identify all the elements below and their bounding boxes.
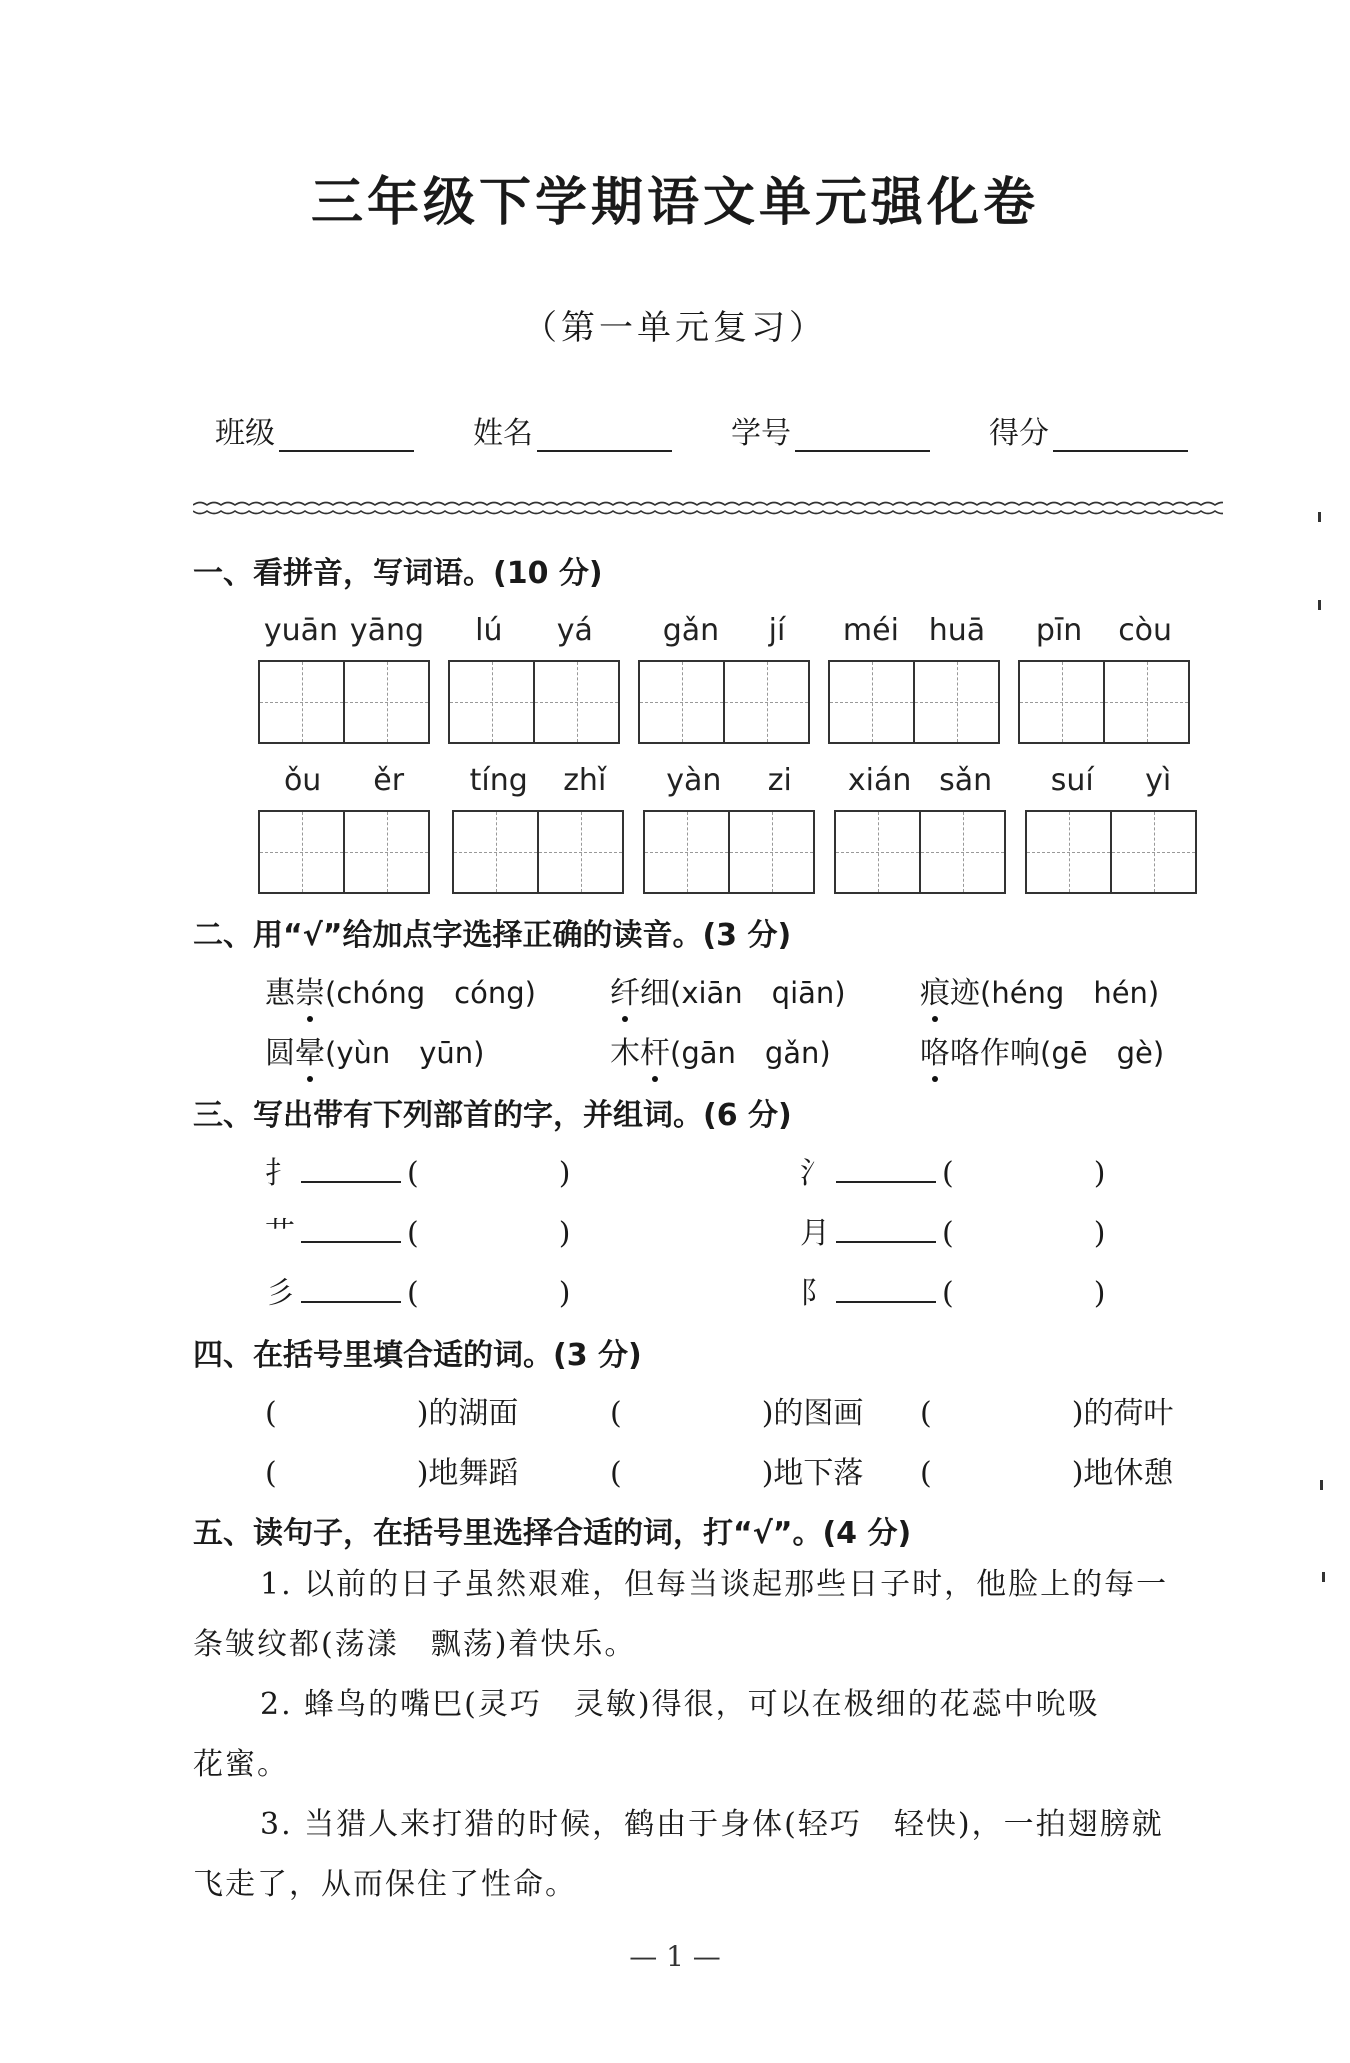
pinyin-word-4: méi huā	[828, 610, 1000, 744]
pinyin-word-5: pīn còu	[1018, 610, 1190, 744]
scan-mark	[1318, 600, 1321, 610]
radical-blank[interactable]	[836, 1273, 936, 1303]
section-5-title: 五、读句子，在括号里选择合适的词，打“√”。(4 分)	[193, 1516, 912, 1551]
student-info-row	[215, 408, 1215, 458]
radical-blank[interactable]	[301, 1213, 401, 1243]
sentence-1-line-2[interactable]: 条皱纹都(荡漾 飘荡)着快乐。	[193, 1627, 637, 1662]
class-blank[interactable]	[279, 416, 414, 452]
fill-item-6[interactable]: ( )地休憩	[920, 1456, 1174, 1491]
section-4-title: 四、在括号里填合适的词。(3 分)	[193, 1338, 642, 1373]
wavy-divider	[193, 500, 1223, 516]
sentence-3-line-1[interactable]: 3. 当猎人来打猎的时候，鹤由于身体(轻巧 轻快)，一拍翅膀就	[260, 1807, 1164, 1842]
pinyin-word-6: ǒu ěr	[258, 760, 430, 894]
scan-mark	[1322, 1572, 1325, 1582]
page-subtitle: （第一单元复习）	[523, 308, 827, 348]
info-number[interactable]: 学号	[731, 408, 930, 452]
radical-blank[interactable]	[836, 1213, 936, 1243]
section-2-title: 二、用“√”给加点字选择正确的读音。(3 分)	[193, 918, 792, 953]
reading-item-3[interactable]: 痕迹(héng hén)	[920, 968, 1159, 1012]
pinyin-word-10: suí yì	[1025, 760, 1197, 894]
score-blank[interactable]	[1053, 416, 1188, 452]
info-class[interactable]: 班级	[215, 408, 414, 452]
page-number: — 1 —	[629, 1940, 721, 1973]
scan-mark	[1320, 1480, 1323, 1490]
reading-item-2[interactable]: 纤细(xiān qiān)	[610, 968, 846, 1012]
writing-grid[interactable]	[258, 810, 430, 894]
writing-grid[interactable]	[452, 810, 624, 894]
fill-item-5[interactable]: ( )地下落	[610, 1456, 864, 1491]
writing-grid[interactable]	[643, 810, 815, 894]
scan-mark	[1318, 512, 1321, 522]
radical-item-2[interactable]: 氵 ( )	[800, 1148, 1105, 1192]
radical-item-5[interactable]: 彡 ( )	[265, 1268, 570, 1312]
sentence-3-line-2[interactable]: 飞走了，从而保住了性命。	[193, 1867, 577, 1902]
sentence-2-line-1[interactable]: 2. 蜂鸟的嘴巴(灵巧 灵敏)得很，可以在极细的花蕊中吮吸	[260, 1687, 1100, 1722]
radical-blank[interactable]	[301, 1153, 401, 1183]
writing-grid[interactable]	[258, 660, 430, 744]
fill-item-3[interactable]: ( )的荷叶	[920, 1396, 1174, 1431]
writing-grid[interactable]	[448, 660, 620, 744]
section-3-title: 三、写出带有下列部首的字，并组词。(6 分)	[193, 1098, 792, 1133]
radical-blank[interactable]	[301, 1273, 401, 1303]
name-blank[interactable]	[537, 416, 672, 452]
writing-grid[interactable]	[638, 660, 810, 744]
radical-item-3[interactable]: 艹 ( )	[265, 1208, 570, 1252]
pinyin-word-2: lú yá	[448, 610, 620, 744]
reading-item-6[interactable]: 咯咯作响(gē gè)	[920, 1028, 1164, 1072]
page-title: 三年级下学期语文单元强化卷	[310, 173, 1039, 233]
writing-grid[interactable]	[834, 810, 1006, 894]
sentence-2-line-2[interactable]: 花蜜。	[193, 1747, 289, 1782]
pinyin-word-9: xián sǎn	[834, 760, 1006, 894]
radical-item-4[interactable]: 月 ( )	[800, 1208, 1105, 1252]
fill-item-1[interactable]: ( )的湖面	[265, 1396, 519, 1431]
fill-item-4[interactable]: ( )地舞蹈	[265, 1456, 519, 1491]
radical-item-1[interactable]: 扌 ( )	[265, 1148, 570, 1192]
number-blank[interactable]	[795, 416, 930, 452]
pinyin-word-3: gǎn jí	[638, 610, 810, 744]
pinyin-word-8: yàn zi	[643, 760, 815, 894]
writing-grid[interactable]	[1018, 660, 1190, 744]
section-1-title: 一、看拼音，写词语。(10 分)	[193, 556, 603, 591]
writing-grid[interactable]	[828, 660, 1000, 744]
info-score[interactable]: 得分	[989, 408, 1188, 452]
reading-item-1[interactable]: 惠崇(chóng cóng)	[265, 968, 536, 1012]
radical-item-6[interactable]: 阝 ( )	[800, 1268, 1105, 1312]
sentence-1-line-1[interactable]: 1. 以前的日子虽然艰难，但每当谈起那些日子时，他脸上的每一	[260, 1567, 1169, 1602]
radical-blank[interactable]	[836, 1153, 936, 1183]
pinyin-word-1: yuān yāng	[258, 610, 430, 744]
reading-item-4[interactable]: 圆晕(yùn yūn)	[265, 1028, 484, 1072]
pinyin-word-7: tíng zhǐ	[452, 760, 624, 894]
info-name[interactable]: 姓名	[473, 408, 672, 452]
fill-item-2[interactable]: ( )的图画	[610, 1396, 864, 1431]
writing-grid[interactable]	[1025, 810, 1197, 894]
reading-item-5[interactable]: 木杆(gān gǎn)	[610, 1028, 831, 1072]
